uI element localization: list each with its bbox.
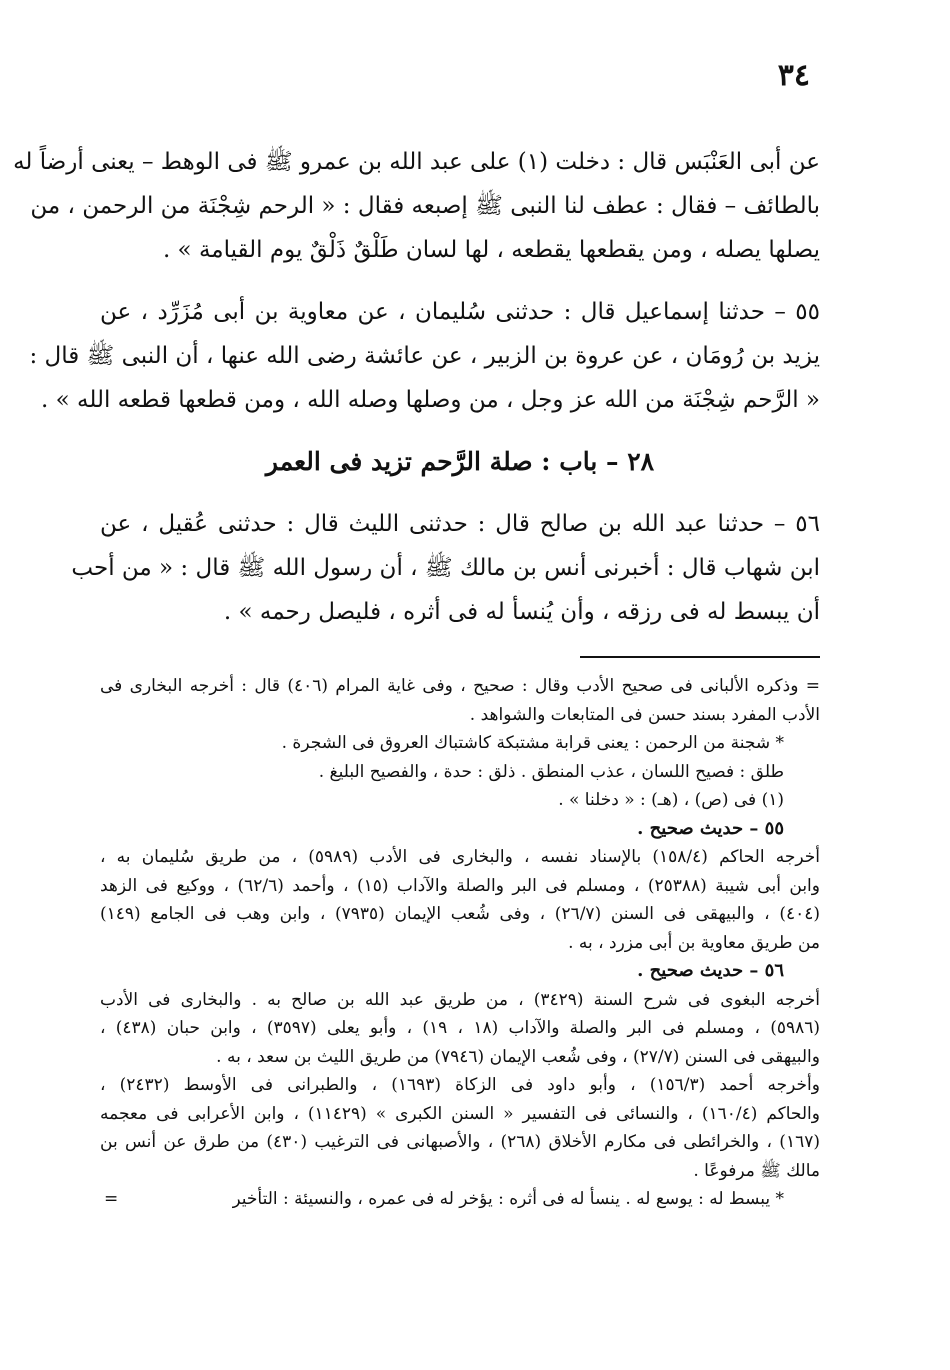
gloss-row — [100, 1185, 820, 1214]
text-line: يصلها يصله ، ومن يقطعها يقطعه ، لها لسان طَلْقٌ ذَلْقٌ يوم القيامة » . — [162, 237, 820, 263]
chapter-heading: ٢٨ – باب : صلة الرَّحم تزيد فى العمر — [265, 447, 655, 476]
hadith-paragraph-56 — [71, 502, 820, 634]
text-line: عن أبى العَنْبَس قال : دخلت (١) على عبد الله بن عمرو ﷺ فى الوهط – يعنى أرضاً له — [13, 149, 820, 175]
footnote-line: أخرجه البغوى فى شرح السنة (٣٤٢٩) ، من طريق عبد الله بن صالح به . والبخارى فى الأدب — [100, 989, 820, 1010]
footnote-line: مالك ﷺ مرفوعًا . — [693, 1160, 820, 1181]
footnote-line: من طريق معاوية بن أبى مزرد ، به . — [568, 932, 820, 953]
gloss-line: * شجنة من الرحمن : يعنى قرابة مشتبكة كاشتباك العروق فى الشجرة . — [281, 733, 784, 753]
text-line: أن يبسط له فى رزقه ، وأن يُنسأ له فى أثره ، فليصل رحمه » . — [223, 599, 820, 625]
footnote-line: = وذكره الألبانى فى صحيح الأدب وقال : صحيح ، وفى غاية المرام (٤٠٦) قال : أخرجه البخارى فى — [100, 676, 820, 696]
footnote-divider — [580, 656, 820, 658]
text-line: بالطائف – فقال : عطف لنا النبى ﷺ إصبعه فقال : « الرحم شِجْنَة من الرحمن ، من — [30, 193, 820, 219]
footnote-line: (١٦٧) ، والخرائطى فى مكارم الأخلاق (٢٦٨) ، والأصبهانى فى الترغيب (٤٣٠) من طرق عن أنس بن — [100, 1132, 820, 1152]
continuation-mark: = — [104, 1189, 119, 1209]
main-text — [13, 140, 820, 652]
footnote-line: والحاكم (١٦٠/٤) ، والنسائى فى التفسير « السنن الكبرى » (١١٤٢٩) ، وابن الأعرابى فى معجمه — [100, 1103, 820, 1124]
text-line: ٥٥ – حدثنا إسماعيل قال : حدثنى سُليمان ، عن معاوية بن أبى مُزَرِّد ، عن — [100, 299, 820, 325]
footnote-line: والبيهقى فى السنن (٢٧/٧) ، وفى شُعب الإيمان (٧٩٤٦) من طريق الليث بن سعد ، به . — [216, 1046, 820, 1067]
footnotes — [100, 672, 820, 1214]
footnote-heading-55: ٥٥ – حديث صحيح . — [637, 817, 784, 839]
footnote-heading-56: ٥٦ – حديث صحيح . — [637, 960, 784, 981]
hadith-paragraph-1 — [13, 140, 820, 272]
text-line: « الرَّحم شِجْنَة من الله عز وجل ، من وصلها وصله الله ، ومن قطعها قطعه الله » . — [41, 387, 820, 413]
text-line: يزيد بن رُومَان ، عن عروة بن الزبير ، عن عائشة رضى الله عنها ، أن النبى ﷺ قال : — [29, 343, 820, 369]
footnote-line: (٤٠٤) ، والبيهقى فى السنن (٢٦/٧) ، وفى شُعب الإيمان (٧٩٣٥) ، وابن وهب فى الجامع (١٤٩) — [100, 904, 820, 924]
footnote-line: أخرجه الحاكم (١٥٨/٤) بالإسناد نفسه ، والبخارى فى الأدب (٥٩٨٩) ، من طريق سُليمان به ، — [100, 847, 820, 867]
footnote-line: الأدب المفرد بسند حسن فى المتابعات والشواهد . — [469, 704, 820, 725]
gloss-line: * يبسط له : يوسع له . ينسأ له فى أثره : يؤخر له فى عمره ، والنسيئة : التأخير — [232, 1189, 784, 1209]
text-line: ٥٦ – حدثنا عبد الله بن صالح قال : حدثنى الليث قال : حدثنى عُقيل ، عن — [100, 511, 820, 537]
hadith-paragraph-55 — [29, 290, 820, 422]
text-line: ابن شهاب قال : أخبرنى أنس بن مالك ﷺ ، أن رسول الله ﷺ قال : « من أحب — [71, 555, 820, 581]
footnote-line: وأخرجه أحمد (١٥٦/٣) ، وأبو داود فى الزكاة (١٦٩٣) ، والطبرانى فى الأوسط (٢٤٣٢) ، — [100, 1075, 820, 1095]
variant-note: (١) فى (ص) ، (هـ) : « دخلنا » . — [558, 790, 784, 810]
gloss-line: طلق : فصيح اللسان ، عذب المنطق . ذلق : حدة ، والفصيح البليغ . — [318, 761, 784, 782]
page-number: ٣٤ — [777, 58, 810, 93]
footnote-line: (٥٩٨٦) ، ومسلم فى البر والصلة والآداب (١٨ ، ١٩) ، وأبو يعلى (٣٥٩٧) ، وابن حبان (٤٣٨) ، — [100, 1018, 820, 1038]
footnote-line: وابن أبى شيبة (٢٥٣٨٨) ، ومسلم فى البر والصلة والآداب (١٥) ، وأحمد (٦٢/٦) ، ووكيع فى الزهد — [100, 875, 820, 896]
